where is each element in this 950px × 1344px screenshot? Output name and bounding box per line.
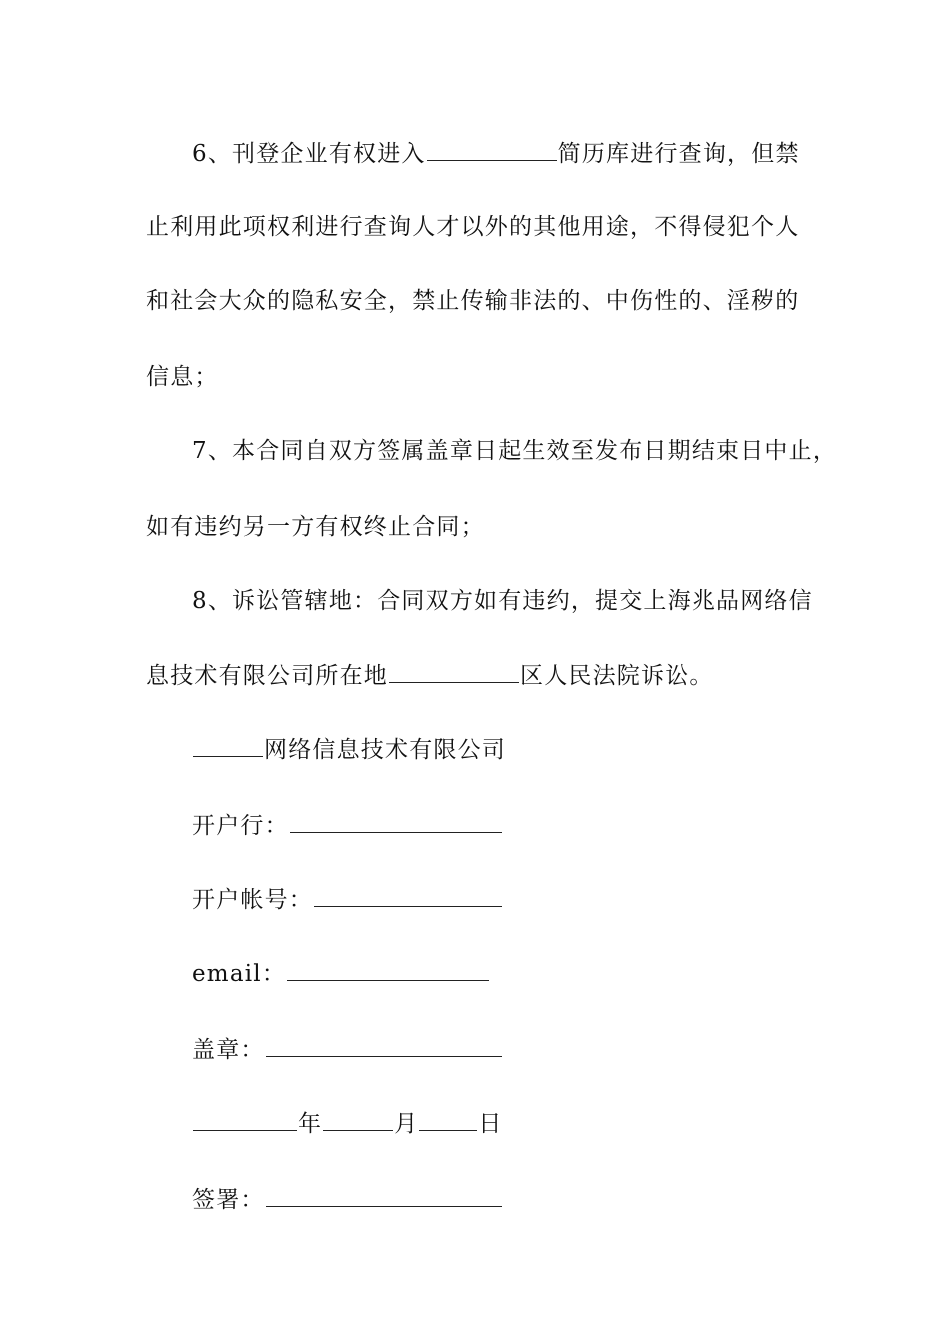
company-suffix: 网络信息技术有限公司 xyxy=(264,737,506,763)
clause-6-line-3: 和社会大众的隐私安全，禁止传输非法的、中伤性的、淫秽的 xyxy=(146,288,800,314)
seal-line xyxy=(192,1034,503,1065)
seal-blank[interactable] xyxy=(266,1034,502,1057)
bank-line xyxy=(192,810,503,841)
account-blank[interactable] xyxy=(314,884,502,907)
day-blank[interactable] xyxy=(419,1108,477,1131)
email-line xyxy=(192,958,490,989)
district-blank[interactable] xyxy=(389,660,519,683)
date-line xyxy=(192,1108,503,1139)
clause-8-text-b: 区人民法院诉讼。 xyxy=(520,663,714,689)
clause-8-line-1: 8、诉讼管辖地：合同双方如有违约，提交上海兆品网络信 xyxy=(192,588,813,614)
month-blank[interactable] xyxy=(323,1108,393,1131)
clause-6-text-b: 简历库进行查询，但禁 xyxy=(557,141,800,167)
seal-label: 盖章： xyxy=(192,1037,265,1063)
resume-db-blank[interactable] xyxy=(427,138,557,161)
account-label: 开户帐号： xyxy=(192,887,313,913)
clause-8-text-a: 息技术有限公司所在地 xyxy=(146,663,388,689)
clause-6-text-a: 6、刊登企业有权进入 xyxy=(192,141,426,167)
bank-blank[interactable] xyxy=(290,810,502,833)
clause-8-line-2 xyxy=(146,660,714,691)
year-label: 年 xyxy=(298,1111,323,1137)
clause-6-line-2: 止利用此项权利进行查询人才以外的其他用途，不得侵犯个人 xyxy=(146,214,800,240)
account-line xyxy=(192,884,503,915)
year-blank[interactable] xyxy=(193,1108,297,1131)
bank-label: 开户行： xyxy=(192,813,289,839)
clause-6-line-4: 信息； xyxy=(146,364,219,390)
company-name-line xyxy=(192,734,506,765)
month-label: 月 xyxy=(394,1111,419,1137)
company-name-blank[interactable] xyxy=(193,734,263,757)
email-label: email： xyxy=(192,961,287,987)
clause-7-line-2: 如有违约另一方有权终止合同； xyxy=(146,514,485,540)
sign-line xyxy=(192,1184,503,1215)
email-blank[interactable] xyxy=(287,958,489,981)
day-label: 日 xyxy=(478,1111,503,1137)
clause-7-line-1: 7、本合同自双方签属盖章日起生效至发布日期结束日中止， xyxy=(192,438,838,464)
clause-6-line-1 xyxy=(192,138,800,169)
sign-blank[interactable] xyxy=(266,1184,502,1207)
sign-label: 签署： xyxy=(192,1187,265,1213)
